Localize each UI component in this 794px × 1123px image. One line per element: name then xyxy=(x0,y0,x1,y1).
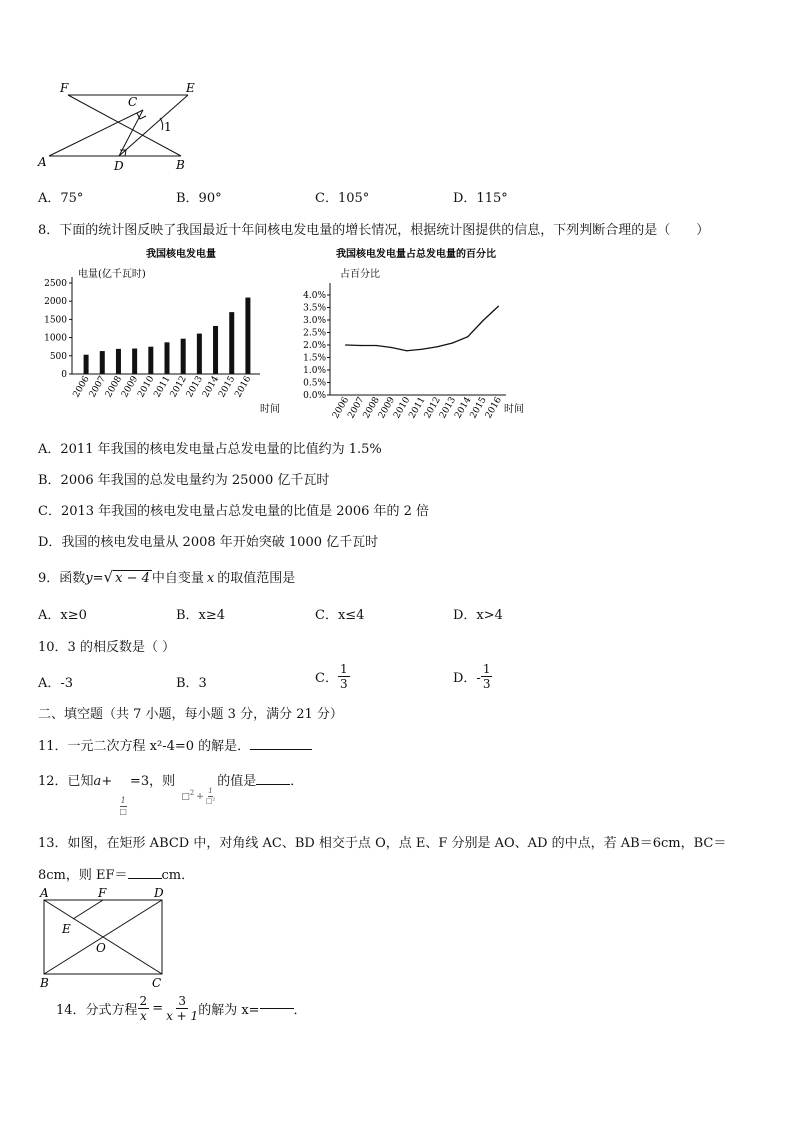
bar-2012 xyxy=(181,339,186,374)
bar-chart-ylabel: 电量(亿千瓦时) xyxy=(78,269,146,280)
line-chart-title: 我国核电发电量占总发电量的百分比 xyxy=(336,249,496,260)
line-chart-ytick-label: 3.0% xyxy=(303,316,326,326)
q14-r-den: x + 1 xyxy=(166,1009,199,1023)
line-chart-xlabel: 时间 xyxy=(504,404,524,415)
q11-text: 11．一元二次方程 x²-4=0 的解是． xyxy=(38,739,251,754)
line-chart-ylabel: 占百分比 xyxy=(340,269,380,280)
bar-chart-xtick-label: 2008 xyxy=(103,374,125,400)
q9-suffix2: 的取值范围是 xyxy=(217,571,296,586)
q12-expr-plus: + xyxy=(196,792,204,802)
q14-l-den: x xyxy=(139,1009,147,1023)
bar-2007 xyxy=(100,351,105,374)
q9-prefix: 9．函数 xyxy=(38,571,86,586)
q14-suffix: 的解为 x= xyxy=(198,1003,260,1018)
q12-suffix: 的值是 xyxy=(217,774,257,789)
fig13-label-E: E xyxy=(62,922,71,936)
q12-expr-a: □ xyxy=(181,792,190,802)
line-chart-xtick-label: 2014 xyxy=(453,395,474,421)
line-point-2010 xyxy=(406,350,407,351)
q14-blank xyxy=(260,1008,294,1009)
line-chart-ytick-label: 4.0% xyxy=(303,291,326,301)
fig13-label-D: D xyxy=(154,886,164,900)
bar-chart-ytick-label: 0 xyxy=(61,370,67,380)
q12-frac1 xyxy=(119,796,127,817)
line-chart-ytick-label: 3.5% xyxy=(303,303,326,314)
line-chart-ytick-label: 2.5% xyxy=(303,328,326,339)
bar-chart-title: 我国核电发电量 xyxy=(146,249,216,260)
line-point-2015 xyxy=(482,320,483,321)
q10-d-den: 3 xyxy=(482,677,491,691)
q8-option-c: C．2013 年我国的核电发电量占总发电量的比值是 2006 年的 2 倍 xyxy=(38,504,430,519)
q12-mid: =3，则 xyxy=(129,774,176,789)
q13-line2b: cm． xyxy=(161,868,195,883)
q9-radicand: x − 4 xyxy=(115,571,150,586)
bar-chart-xtick-label: 2010 xyxy=(136,374,157,400)
bar-2009 xyxy=(132,349,137,374)
q7-option-d: D．115° xyxy=(453,191,508,206)
q7-figure xyxy=(36,80,206,175)
q9-stem xyxy=(38,567,295,586)
q14-prefix: 14．分式方程 xyxy=(56,1003,138,1018)
q12-expr xyxy=(181,787,215,806)
q10-d-fraction xyxy=(481,662,493,691)
bar-chart-ytick-label: 500 xyxy=(49,351,67,362)
bar-chart-xtick-label: 2012 xyxy=(168,374,189,400)
line-point-2014 xyxy=(467,336,468,337)
bar-2014 xyxy=(213,326,218,374)
q14-eq: = xyxy=(152,1001,164,1016)
bar-chart-xtick-label: 2009 xyxy=(120,374,141,400)
bar-chart-xtick-label: 2006 xyxy=(71,374,92,400)
nuclear-power-bar-chart xyxy=(38,243,288,423)
bar-chart-ytick-label: 1500 xyxy=(44,315,67,326)
line-point-2012 xyxy=(437,346,438,347)
line-chart-xtick-label: 2016 xyxy=(483,395,504,421)
line-chart-xtick-label: 2008 xyxy=(361,395,382,421)
line-chart-xtick-label: 2010 xyxy=(392,395,413,421)
line-chart-xtick-label: 2015 xyxy=(468,395,489,421)
q9-x: x xyxy=(206,571,215,586)
q7-option-b: B．90° xyxy=(176,191,222,206)
q12-plus: + xyxy=(101,774,113,789)
bar-2006 xyxy=(84,355,89,374)
bar-chart-ytick-label: 1000 xyxy=(44,333,67,344)
bar-chart-xtick-label: 2007 xyxy=(87,374,108,400)
bar-2011 xyxy=(165,342,170,374)
q12-frac1-den: □ xyxy=(119,807,127,816)
q10-option-b: B．3 xyxy=(176,676,207,691)
bar-chart-xtick-label: 2011 xyxy=(152,374,173,400)
q12-frac1-num: 1 xyxy=(120,796,126,805)
bar-2008 xyxy=(116,349,121,374)
q10-option-c xyxy=(315,662,350,691)
fig13-label-C: C xyxy=(152,976,162,990)
q7-option-c: C．105° xyxy=(315,191,370,206)
q11-blank xyxy=(250,749,312,750)
q14-left-fraction xyxy=(138,994,150,1023)
line-chart-xtick-label: 2011 xyxy=(407,395,428,421)
q13-line2 xyxy=(38,864,194,883)
q12-expr-den: □² xyxy=(205,797,216,805)
bar-2016 xyxy=(245,298,250,374)
q8-option-d: D．我国的核电发电量从 2008 年开始突破 1000 亿千瓦时 xyxy=(38,535,379,550)
nuclear-share-line-chart xyxy=(296,243,536,423)
fig13-label-B: B xyxy=(40,976,49,990)
q14 xyxy=(56,994,307,1023)
bar-2010 xyxy=(148,347,153,374)
line-point-2016 xyxy=(498,306,499,307)
fig13-label-F: F xyxy=(98,886,107,900)
q9-option-a: A．x≥0 xyxy=(38,608,87,623)
q8-option-b: B．2006 年我国的总发电量约为 25000 亿千瓦时 xyxy=(38,473,330,488)
line-point-2013 xyxy=(452,342,453,343)
q14-end: ． xyxy=(293,1003,307,1018)
label-B: B xyxy=(176,158,185,172)
line-chart-ytick-label: 0.5% xyxy=(303,378,326,389)
label-one: 1 xyxy=(164,120,172,134)
q10-c-label: C． xyxy=(315,671,338,686)
q7-option-a: A．75° xyxy=(38,191,84,206)
fig13-label-A: A xyxy=(40,886,49,900)
q10-d-label: D．- xyxy=(453,671,481,686)
q10-c-den: 3 xyxy=(339,677,348,691)
bar-chart-xlabel: 时间 xyxy=(260,404,280,415)
line-point-2011 xyxy=(421,349,422,350)
q9-suffix: 中自变量 xyxy=(151,571,204,586)
q10-option-d xyxy=(453,662,492,691)
q13-line1: 13．如图，在矩形 ABCD 中，对角线 AC、BD 相交于点 O，点 E、F 分别是 AO、AD 的中点，若 AB＝6cm，BC＝ xyxy=(38,836,727,851)
q12 xyxy=(38,770,303,817)
line-chart-ytick-label: 0.0% xyxy=(303,391,326,401)
q9-sqrt: √ x − 4 xyxy=(103,568,150,586)
q13-blank xyxy=(128,878,162,879)
line-chart-xtick-label: 2013 xyxy=(438,395,459,421)
line-chart-xtick-label: 2009 xyxy=(376,395,398,421)
q12-expr-num: 1 xyxy=(208,787,213,795)
line-chart-xtick-label: 2006 xyxy=(331,395,352,421)
label-D: D xyxy=(114,159,124,173)
q12-a: a xyxy=(93,774,102,789)
q10-c-fraction xyxy=(338,662,350,691)
bar-chart-ytick-label: 2500 xyxy=(44,279,67,289)
line-point-2009 xyxy=(391,347,392,348)
line-chart-ytick-label: 1.5% xyxy=(303,353,326,364)
q11 xyxy=(38,735,312,754)
line-chart-xtick-label: 2007 xyxy=(346,395,367,421)
q8-stem: 8．下面的统计图反映了我国最近十年间核电发电量的增长情况，根据统计图提供的信息，下列判断合理的是（ ） xyxy=(38,223,710,238)
label-F: F xyxy=(60,81,69,95)
q14-l-num: 2 xyxy=(139,994,148,1008)
q9-option-b: B．x≥4 xyxy=(176,608,226,623)
line-chart-ytick-label: 1.0% xyxy=(303,366,326,376)
q13-rectangle-figure xyxy=(36,886,172,992)
label-C: C xyxy=(128,95,138,109)
q10-c-num: 1 xyxy=(339,662,348,676)
bar-2015 xyxy=(229,312,234,374)
bar-chart-xtick-label: 2014 xyxy=(201,374,222,400)
bar-chart-xtick-label: 2016 xyxy=(233,374,254,400)
label-A: A xyxy=(38,155,47,169)
line-chart-xtick-label: 2012 xyxy=(422,395,443,421)
q13-line2a: 8cm，则 EF＝ xyxy=(38,868,128,883)
q9-option-d: D．x>4 xyxy=(453,608,503,623)
bar-chart-xtick-label: 2015 xyxy=(217,374,238,400)
section-2-heading: 二、填空题（共 7 小题，每小题 3 分，满分 21 分） xyxy=(38,707,343,722)
bar-2013 xyxy=(197,334,202,374)
line-point-2007 xyxy=(360,345,361,346)
line-chart-series xyxy=(346,306,499,351)
q12-blank xyxy=(256,784,290,785)
q14-right-fraction xyxy=(166,994,198,1023)
line-chart-ytick-label: 2.0% xyxy=(303,341,326,351)
bar-chart-ytick-label: 2000 xyxy=(44,297,67,308)
q9-eq: = xyxy=(92,571,104,586)
q10-option-a: A．-3 xyxy=(38,676,74,691)
q14-r-num: 3 xyxy=(178,994,186,1008)
line-point-2006 xyxy=(345,344,346,345)
label-E: E xyxy=(186,81,195,95)
q8-option-a: A．2011 年我国的核电发电量占总发电量的比值约为 1.5% xyxy=(38,442,382,457)
q9-option-c: C．x≤4 xyxy=(315,608,365,623)
q12-prefix: 12．已知 xyxy=(38,774,94,789)
q10-stem: 10．3 的相反数是（ ） xyxy=(38,640,176,655)
q10-d-num: 1 xyxy=(482,662,491,676)
q12-expr-sq: 2 xyxy=(189,789,195,797)
q9-y: y xyxy=(85,571,93,586)
bar-chart-xtick-label: 2013 xyxy=(184,374,205,400)
fig13-label-O: O xyxy=(96,941,106,955)
q12-end: ． xyxy=(290,774,304,789)
line-point-2008 xyxy=(376,345,377,346)
